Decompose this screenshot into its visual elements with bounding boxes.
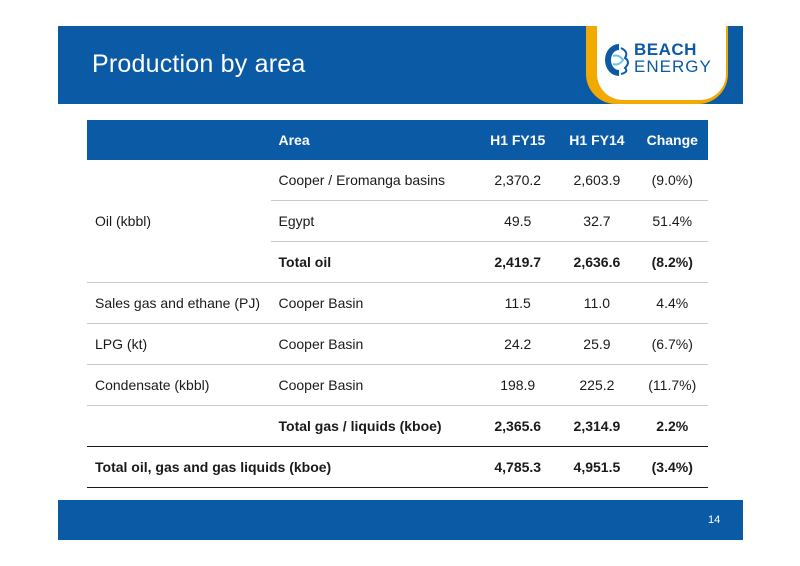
cell-h1fy14: 2,636.6 [557, 242, 636, 283]
cell-area: Cooper Basin [271, 283, 479, 324]
table-row [87, 160, 708, 201]
row-label: LPG (kt) [87, 324, 271, 365]
cell-h1fy14: 225.2 [557, 365, 636, 406]
cell-area: Total oil [271, 242, 479, 283]
row-label-grand-total: Total oil, gas and gas liquids (kboe) [87, 447, 478, 488]
cell-h1fy15: 198.9 [478, 365, 557, 406]
cell-change: (6.7%) [637, 324, 709, 365]
cell-h1fy14: 4,951.5 [557, 447, 636, 488]
cell-change: (8.2%) [637, 242, 709, 283]
table-row [87, 324, 708, 365]
row-label: Sales gas and ethane (PJ) [87, 283, 271, 324]
cell-h1fy14: 11.0 [557, 283, 636, 324]
cell-change: 4.4% [637, 283, 709, 324]
cell-h1fy15: 49.5 [478, 201, 557, 242]
logo-wordmark [634, 41, 712, 75]
cell-h1fy15: 11.5 [478, 283, 557, 324]
row-label-empty [87, 406, 271, 447]
cell-h1fy15: 2,370.2 [494, 172, 542, 188]
cell-change: (11.7%) [637, 365, 709, 406]
cell-change: (3.4%) [637, 447, 709, 488]
cell-h1fy15: 2,419.7 [478, 242, 557, 283]
cell-h1fy14: 32.7 [557, 201, 636, 242]
cell-area: Cooper Basin [271, 365, 479, 406]
beach-energy-logo-icon [605, 42, 633, 78]
header-h1fy15: H1 FY15 [478, 120, 557, 160]
header-h1fy14: H1 FY14 [557, 120, 636, 160]
cell-area: Cooper / Eromanga basins [278, 172, 446, 188]
table-row [87, 283, 708, 324]
row-label-oil: Oil (kbbl) [95, 213, 152, 229]
cell-area: Total gas / liquids (kboe) [271, 406, 479, 447]
header-label [87, 120, 271, 160]
table-row [87, 365, 708, 406]
row-label: Condensate (kbbl) [87, 365, 271, 406]
page-number: 14 [708, 514, 721, 526]
cell-change: 2.2% [637, 406, 709, 447]
table-row-total-gas [87, 406, 708, 447]
cell-h1fy15: 24.2 [478, 324, 557, 365]
cell-h1fy15: 4,785.3 [478, 447, 557, 488]
cell-change: (9.0%) [651, 172, 693, 188]
logo-line2: ENERGY [634, 57, 712, 76]
cell-area: Egypt [271, 201, 479, 242]
cell-h1fy15: 2,365.6 [478, 406, 557, 447]
table-row-grand-total [87, 447, 708, 488]
header-area: Area [271, 120, 479, 160]
logo-line1: BEACH [634, 40, 697, 59]
cell-h1fy14: 2,314.9 [557, 406, 636, 447]
cell-change: 51.4% [637, 201, 709, 242]
page-title: Production by area [92, 50, 306, 78]
production-table [87, 120, 708, 488]
cell-h1fy14: 25.9 [557, 324, 636, 365]
footer-band [58, 500, 743, 540]
header-change: Change [637, 120, 709, 160]
cell-h1fy14: 2,603.9 [573, 172, 621, 188]
table-header-row [87, 120, 708, 160]
cell-area: Cooper Basin [271, 324, 479, 365]
